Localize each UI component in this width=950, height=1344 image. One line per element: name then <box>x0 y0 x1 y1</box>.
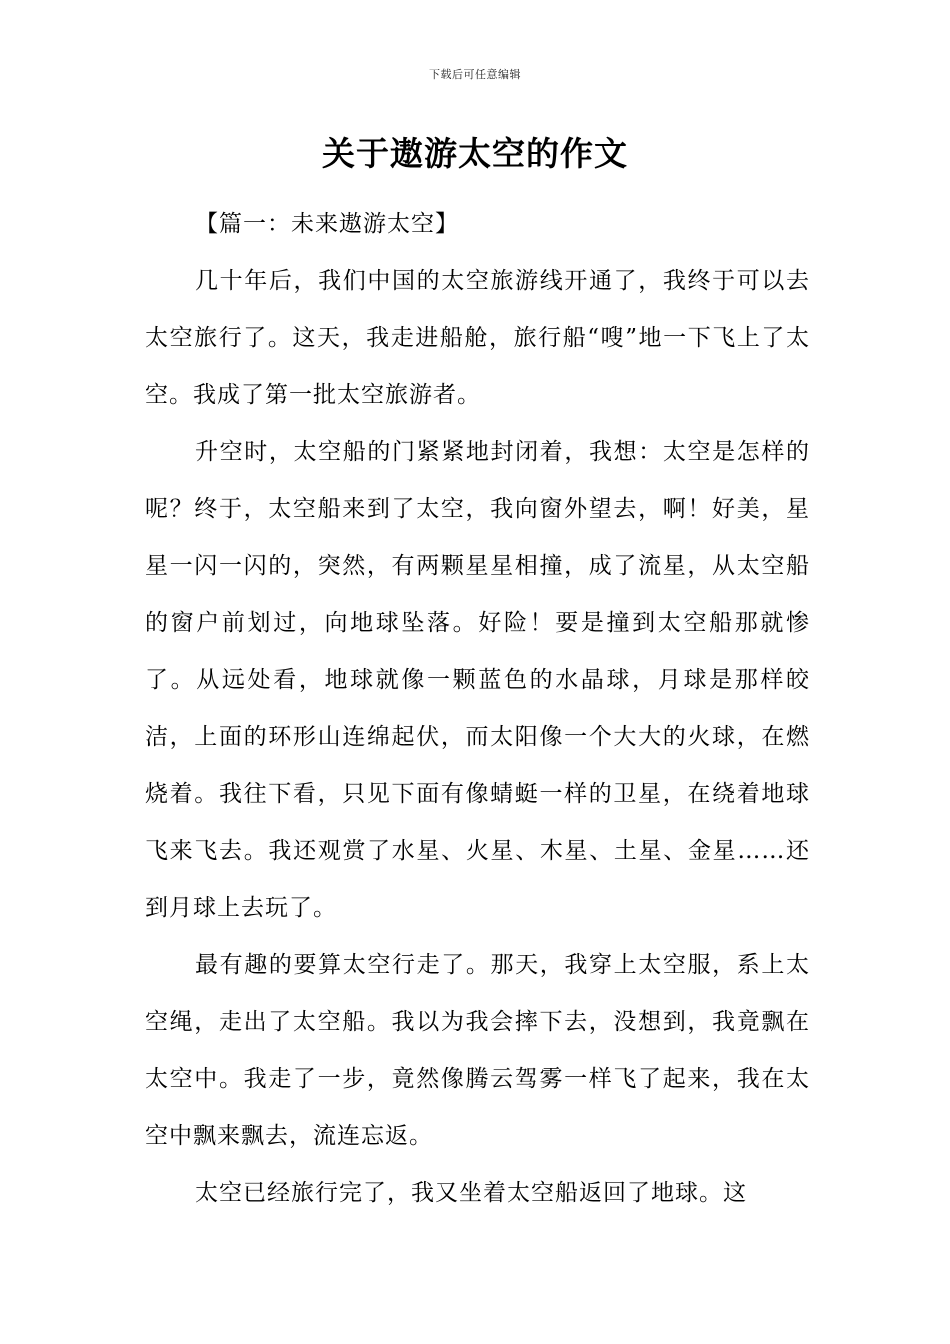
paragraph-3: 最有趣的要算太空行走了。那天，我穿上太空服，系上太空绳，走出了太空船。我以为我会摔下去，没想到，我竟飘在太空中。我走了一步，竟然像腾云驾雾一样飞了起来，我在太空中飘来飘去，流连忘返。 <box>145 952 810 1149</box>
document-body <box>145 196 810 1222</box>
paragraph-2: 升空时，太空船的门紧紧地封闭着，我想：太空是怎样的呢？终于，太空船来到了太空，我向窗外望去，啊！好美，星星一闪一闪的，突然，有两颗星星相撞，成了流星，从太空船的窗户前划过，向地球坠落。好险！要是撞到太空船那就惨了。从远处看，地球就像一颗蓝色的水晶球，月球是那样皎洁，上面的环形山连绵起伏，而太阳像一个大大的火球，在燃烧着。我往下看，只见下面有像蜻蜓一样的卫星，在绕着地球飞来飞去。我还观赏了水星、火星、木星、土星、金星……还到月球上去玩了。 <box>145 439 810 921</box>
section-heading: 【篇一：未来遨游太空】 <box>195 211 459 237</box>
paragraph-4: 太空已经旅行完了，我又坐着太空船返回了地球。这 <box>195 1180 747 1206</box>
paragraph-1: 几十年后，我们中国的太空旅游线开通了，我终于可以去太空旅行了。这天，我走进船舱，旅行船“嗖”地一下飞上了太空。我成了第一批太空旅游者。 <box>145 268 810 408</box>
header-note: 下载后可任意编辑 <box>429 68 521 81</box>
document-title: 关于遨游太空的作文 <box>322 134 628 173</box>
